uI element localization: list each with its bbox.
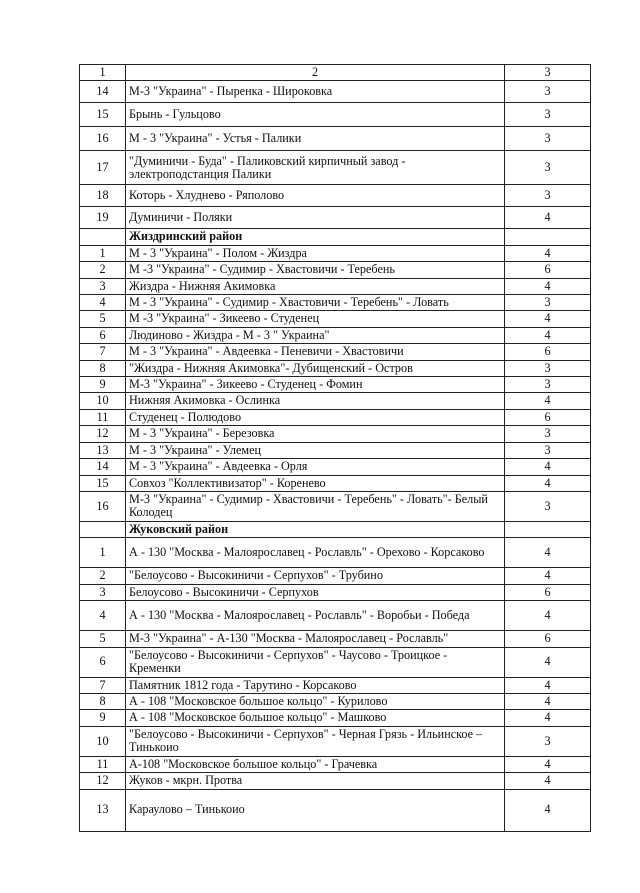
row-number: 3 — [80, 584, 126, 600]
row-number: 18 — [80, 185, 126, 207]
road-category — [505, 521, 591, 537]
table-row — [80, 103, 591, 127]
row-number — [80, 521, 126, 537]
table-row — [80, 726, 591, 756]
road-name: А-108 "Московское большое кольцо" - Грачевка — [126, 756, 505, 772]
row-number: 5 — [80, 311, 126, 327]
road-category: 6 — [505, 344, 591, 360]
table-row — [80, 393, 591, 409]
row-number: 13 — [80, 789, 126, 831]
road-category: 4 — [505, 568, 591, 584]
row-number: 14 — [80, 81, 126, 103]
row-number: 6 — [80, 647, 126, 677]
road-name: Памятник 1812 года - Тарутино - Корсаково — [126, 677, 505, 693]
table-row — [80, 311, 591, 327]
road-name: "Белоусово - Высокиничи - Серпухов" - Чаусово - Троицкое - Кременки — [126, 647, 505, 677]
road-category: 4 — [505, 773, 591, 789]
table-row — [80, 631, 591, 647]
roads-table-body — [80, 65, 591, 832]
road-name: М - 3 "Украина" - Авдеевка - Орля — [126, 459, 505, 475]
row-number: 9 — [80, 377, 126, 393]
table-row — [80, 789, 591, 831]
row-number: 15 — [80, 103, 126, 127]
road-category: 4 — [505, 311, 591, 327]
district-header-row — [80, 521, 591, 537]
road-category: 3 — [505, 81, 591, 103]
row-number: 5 — [80, 631, 126, 647]
road-category: 4 — [505, 245, 591, 261]
road-category: 4 — [505, 693, 591, 709]
road-name: Студенец - Полюдово — [126, 409, 505, 425]
row-number: 14 — [80, 459, 126, 475]
row-number: 12 — [80, 426, 126, 442]
row-number: 11 — [80, 756, 126, 772]
table-row — [80, 295, 591, 311]
road-category: 3 — [505, 360, 591, 376]
road-name: Караулово – Тинькоио — [126, 789, 505, 831]
row-number: 10 — [80, 726, 126, 756]
road-category: 4 — [505, 710, 591, 726]
road-category: 3 — [505, 491, 591, 521]
road-name: М -3 "Украина" - Судимир - Хвастовичи - Теребень — [126, 262, 505, 278]
road-name: "Думиничи - Буда" - Паликовский кирпичный завод - электроподстанция Палики — [126, 151, 505, 185]
road-category: 4 — [505, 677, 591, 693]
road-name: "Белоусово - Высокиничи - Серпухов" - Черная Грязь - Ильинское – Тинькоио — [126, 726, 505, 756]
row-number: 17 — [80, 151, 126, 185]
road-name: М - 3 "Украина" - Авдеевка - Пеневичи - Хвастовичи — [126, 344, 505, 360]
road-category: 3 — [505, 185, 591, 207]
column-number-2: 2 — [126, 65, 505, 81]
road-name: М - 3 "Украина" - Полом - Жиздра — [126, 245, 505, 261]
district-header-row — [80, 229, 591, 245]
roads-table — [79, 64, 591, 832]
road-category: 4 — [505, 207, 591, 229]
road-name: М - 3 "Украина" - Устья - Палики — [126, 127, 505, 151]
road-name: М - 3 "Украина" - Улемец — [126, 442, 505, 458]
district-name: Жуковский район — [126, 521, 505, 537]
row-number: 16 — [80, 491, 126, 521]
road-name: А - 130 "Москва - Малоярославец - Рославль" - Воробьи - Победа — [126, 601, 505, 631]
row-number: 19 — [80, 207, 126, 229]
row-number: 1 — [80, 245, 126, 261]
table-row — [80, 442, 591, 458]
row-number: 13 — [80, 442, 126, 458]
road-category: 3 — [505, 442, 591, 458]
road-name: "Белоусово - Высокиничи - Серпухов" - Трубино — [126, 568, 505, 584]
row-number: 7 — [80, 344, 126, 360]
road-category: 3 — [505, 726, 591, 756]
table-row — [80, 409, 591, 425]
road-name: М-3 "Украина" - А-130 "Москва - Малоярославец - Рославль" — [126, 631, 505, 647]
road-name: Жиздра - Нижняя Акимовка — [126, 278, 505, 294]
road-name: А - 130 "Москва - Малоярославец - Рославль" - Орехово - Корсаково — [126, 538, 505, 568]
road-category: 4 — [505, 538, 591, 568]
column-number-1: 1 — [80, 65, 126, 81]
road-category: 4 — [505, 278, 591, 294]
row-number — [80, 229, 126, 245]
road-category: 4 — [505, 393, 591, 409]
table-row — [80, 127, 591, 151]
table-row — [80, 262, 591, 278]
row-number: 4 — [80, 295, 126, 311]
road-category: 4 — [505, 789, 591, 831]
road-category: 4 — [505, 756, 591, 772]
road-name: Нижняя Акимовка - Ослинка — [126, 393, 505, 409]
road-name: Брынь - Гульцово — [126, 103, 505, 127]
table-row — [80, 693, 591, 709]
table-row — [80, 185, 591, 207]
district-name: Жиздринский район — [126, 229, 505, 245]
table-row — [80, 491, 591, 521]
row-number: 1 — [80, 538, 126, 568]
table-row — [80, 459, 591, 475]
table-row — [80, 584, 591, 600]
row-number: 8 — [80, 360, 126, 376]
road-category: 3 — [505, 127, 591, 151]
row-number: 2 — [80, 568, 126, 584]
table-row — [80, 327, 591, 343]
road-name: Совхоз "Коллективизатор" - Коренево — [126, 475, 505, 491]
table-row — [80, 344, 591, 360]
road-category: 3 — [505, 151, 591, 185]
column-number-row — [80, 65, 591, 81]
road-name: "Жиздра - Нижняя Акимовка"- Дубищенский - Остров — [126, 360, 505, 376]
road-category: 6 — [505, 631, 591, 647]
table-row — [80, 377, 591, 393]
road-category: 4 — [505, 459, 591, 475]
road-name: М - 3 "Украина" - Судимир - Хвастовичи - Теребень" - Ловать — [126, 295, 505, 311]
road-category — [505, 229, 591, 245]
table-row — [80, 773, 591, 789]
road-category: 3 — [505, 103, 591, 127]
row-number: 16 — [80, 127, 126, 151]
row-number: 11 — [80, 409, 126, 425]
road-name: М-3 "Украина" - Зикеево - Студенец - Фомин — [126, 377, 505, 393]
road-name: Которь - Хлуднево - Ряполово — [126, 185, 505, 207]
road-name: Белоусово - Высокиничи - Серпухов — [126, 584, 505, 600]
road-category: 6 — [505, 584, 591, 600]
row-number: 15 — [80, 475, 126, 491]
road-name: М-3 "Украина" - Пыренка - Широковка — [126, 81, 505, 103]
table-row — [80, 81, 591, 103]
road-category: 3 — [505, 377, 591, 393]
road-category: 4 — [505, 327, 591, 343]
road-name: А - 108 "Московское большое кольцо" - Курилово — [126, 693, 505, 709]
table-row — [80, 278, 591, 294]
table-row — [80, 207, 591, 229]
table-row — [80, 426, 591, 442]
row-number: 3 — [80, 278, 126, 294]
road-name: Людиново - Жиздра - М - 3 " Украина" — [126, 327, 505, 343]
table-row — [80, 677, 591, 693]
row-number: 4 — [80, 601, 126, 631]
road-category: 6 — [505, 262, 591, 278]
row-number: 12 — [80, 773, 126, 789]
table-row — [80, 360, 591, 376]
row-number: 9 — [80, 710, 126, 726]
table-row — [80, 475, 591, 491]
table-row — [80, 245, 591, 261]
road-name: А - 108 "Московское большое кольцо" - Машково — [126, 710, 505, 726]
row-number: 6 — [80, 327, 126, 343]
row-number: 8 — [80, 693, 126, 709]
road-name: Жуков - мкрн. Протва — [126, 773, 505, 789]
row-number: 10 — [80, 393, 126, 409]
table-row — [80, 601, 591, 631]
table-row — [80, 647, 591, 677]
table-row — [80, 710, 591, 726]
table-row — [80, 538, 591, 568]
road-category: 4 — [505, 647, 591, 677]
road-category: 3 — [505, 426, 591, 442]
road-name: М - 3 "Украина" - Березовка — [126, 426, 505, 442]
table-row — [80, 151, 591, 185]
table-row — [80, 568, 591, 584]
road-category: 6 — [505, 409, 591, 425]
road-name: М -3 "Украина" - Зикеево - Студенец — [126, 311, 505, 327]
row-number: 7 — [80, 677, 126, 693]
road-name: Думиничи - Поляки — [126, 207, 505, 229]
table-row — [80, 756, 591, 772]
column-number-3: 3 — [505, 65, 591, 81]
road-name: М-3 "Украина" - Судимир - Хвастовичи - Теребень" - Ловать"- Белый Колодец — [126, 491, 505, 521]
road-category: 3 — [505, 295, 591, 311]
road-category: 4 — [505, 475, 591, 491]
row-number: 2 — [80, 262, 126, 278]
road-category: 4 — [505, 601, 591, 631]
